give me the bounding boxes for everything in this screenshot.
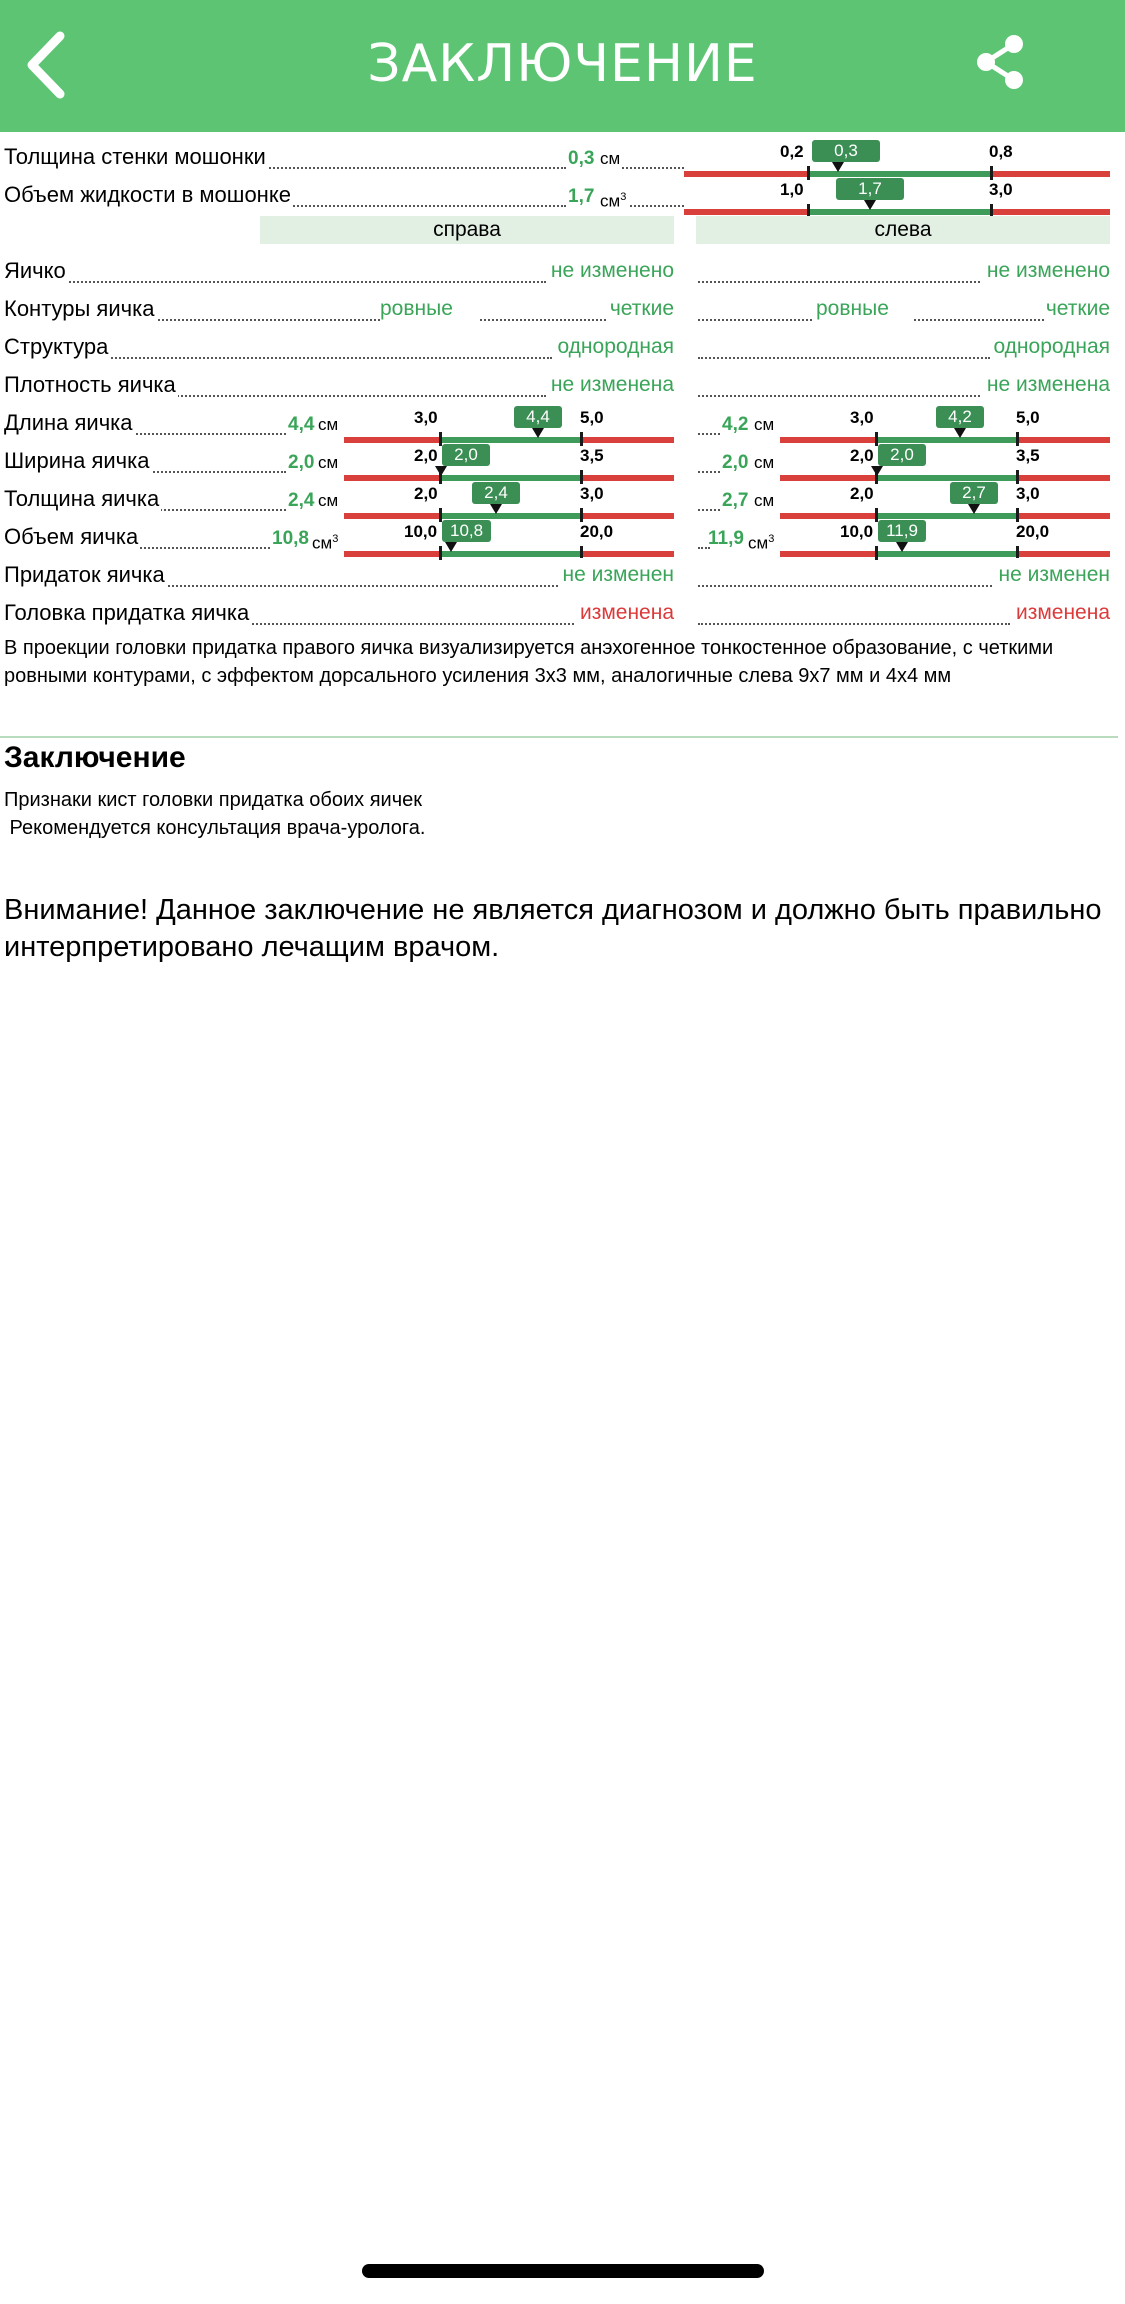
value-density-left: не изменена	[987, 368, 1110, 402]
conclusion-line-2: Рекомендуется консультация врача-уролога.	[4, 817, 426, 839]
label-density: Плотность яичка	[4, 368, 178, 402]
value-testis-left: не изменено	[987, 254, 1110, 288]
row-density	[0, 368, 1125, 406]
scale-min: 10,0	[404, 522, 438, 541]
scale-pointer	[490, 504, 502, 514]
conclusion-title: Заключение	[4, 741, 186, 774]
value-width-right: 2,0	[288, 452, 315, 473]
row-length	[0, 406, 1125, 444]
unit-length-left: см	[754, 415, 775, 434]
scale-fluid-volume	[684, 178, 1110, 216]
label-wall-thickness: Толщина стенки мошонки	[4, 140, 268, 174]
scale-thickness-right	[344, 482, 674, 520]
value-density-right: не изменена	[551, 368, 674, 402]
scale-min: 2,0	[850, 484, 874, 503]
scale-marker-badge: 4,4	[514, 406, 562, 428]
unit-length-right: см	[318, 415, 339, 434]
value-width-left: 2,0	[722, 452, 749, 473]
value-volume-left: 11,9	[708, 528, 744, 549]
warning-text: Внимание! Данное заключение не является диагнозом и должно быть правильно интерпретировано лечащим врачом.	[4, 894, 1102, 963]
value-contours-right-a: ровные	[380, 292, 453, 326]
label-length: Длина яичка	[4, 406, 135, 440]
home-indicator[interactable]	[362, 2264, 764, 2278]
row-contours	[0, 292, 1125, 330]
value-structure-left: однородная	[993, 330, 1110, 364]
scale-max: 3,5	[580, 446, 604, 465]
value-epididymis-head-right: изменена	[580, 596, 674, 630]
label-structure: Структура	[4, 330, 110, 364]
label-fluid-volume: Объем жидкости в мошонке	[4, 178, 293, 212]
scale-volume-left	[780, 520, 1110, 558]
value-epididymis-head-left: изменена	[1016, 596, 1110, 630]
label-width: Ширина яичка	[4, 444, 151, 478]
value-volume-right: 10,8	[272, 528, 309, 549]
unit-width-right: см	[318, 453, 339, 472]
scale-max: 5,0	[1016, 408, 1040, 427]
scale-pointer	[532, 428, 544, 438]
scale-length-left	[780, 406, 1110, 444]
description-text: В проекции головки придатка правого яичка визуализируется анэхогенное тонкостенное образование, с четкими ровными контурами, с эффектом дорсального усиления 3х3 мм, аналогичные слева 9х7 мм и 4х4 мм	[4, 637, 1054, 687]
scale-max: 20,0	[1016, 522, 1050, 541]
value-length-right: 4,4	[288, 414, 315, 435]
label-contours: Контуры яичка	[4, 292, 156, 326]
scale-pointer	[435, 466, 447, 476]
label-epididymis: Придаток яичка	[4, 558, 167, 592]
scale-volume-right	[344, 520, 674, 558]
conclusion-line-1: Признаки кист головки придатка обоих яичек	[4, 789, 423, 811]
row-epididymis	[0, 558, 1125, 596]
scale-min: 10,0	[840, 522, 874, 541]
row-testis	[0, 254, 1125, 292]
scale-marker-badge: 0,3	[812, 140, 880, 162]
value-thickness-left: 2,7	[722, 490, 749, 511]
scale-min: 2,0	[414, 446, 438, 465]
value-wall-thickness: 0,3	[568, 148, 595, 169]
scale-wall-thickness	[684, 140, 1110, 178]
scale-min: 0,2	[780, 142, 804, 161]
scale-max: 5,0	[580, 408, 604, 427]
page-title: ЗАКЛЮЧЕНИЕ	[367, 34, 758, 94]
value-structure-right: однородная	[557, 330, 674, 364]
column-header-left: слева	[696, 216, 1110, 244]
scale-pointer	[968, 504, 980, 514]
scale-width-left	[780, 444, 1110, 482]
scale-marker-badge: 4,2	[936, 406, 984, 428]
value-epididymis-right: не изменен	[563, 558, 674, 592]
value-epididymis-left: не изменен	[999, 558, 1110, 592]
scale-marker-badge: 11,9	[878, 520, 926, 542]
value-contours-right-b: четкие	[610, 292, 674, 326]
scale-max: 3,0	[580, 484, 604, 503]
unit-fluid-volume: $см^3$	[600, 191, 627, 211]
scale-min: 3,0	[850, 408, 874, 427]
value-testis-right: не изменено	[551, 254, 674, 288]
scale-width-right	[344, 444, 674, 482]
row-wall-thickness	[0, 140, 1125, 178]
scale-pointer	[871, 466, 883, 476]
scale-marker-badge: 10,8	[442, 520, 491, 542]
label-testis: Яичко	[4, 254, 68, 288]
scale-length-right	[344, 406, 674, 444]
scale-marker-badge: 2,0	[442, 444, 490, 466]
value-contours-left-b: четкие	[1046, 292, 1110, 326]
row-thickness	[0, 482, 1125, 520]
label-epididymis-head: Головка придатка яичка	[4, 596, 251, 630]
unit-wall-thickness: см	[600, 149, 621, 168]
unit-thickness-left: см	[754, 491, 775, 510]
unit-volume-right: $см^3$	[312, 533, 339, 553]
scale-max: 3,0	[1016, 484, 1040, 503]
value-thickness-right: 2,4	[288, 490, 315, 511]
scale-pointer	[864, 200, 876, 210]
scale-thickness-left	[780, 482, 1110, 520]
value-fluid-volume: 1,7	[568, 186, 595, 207]
scale-pointer	[832, 162, 844, 172]
scale-pointer	[896, 542, 908, 552]
scale-marker-badge: 1,7	[836, 178, 904, 200]
row-volume	[0, 520, 1125, 558]
scale-marker-badge: 2,7	[950, 482, 998, 504]
column-header-right: справа	[260, 216, 674, 244]
value-contours-left-a: ровные	[816, 292, 889, 326]
row-epididymis-head	[0, 596, 1125, 634]
app-header	[0, 0, 1125, 132]
scale-max: 3,0	[989, 180, 1013, 199]
scale-max: 20,0	[580, 522, 614, 541]
share-icon[interactable]	[972, 32, 1028, 92]
scale-min: 2,0	[850, 446, 874, 465]
scale-max: 3,5	[1016, 446, 1040, 465]
scale-max: 0,8	[989, 142, 1013, 161]
scale-min: 3,0	[414, 408, 438, 427]
unit-thickness-right: см	[318, 491, 339, 510]
unit-volume-left: $см^3$	[748, 533, 775, 553]
scale-min: 1,0	[780, 180, 804, 199]
scale-pointer	[445, 542, 457, 552]
row-structure	[0, 330, 1125, 368]
label-volume: Объем яичка	[4, 520, 140, 554]
conclusion-text	[4, 786, 425, 842]
scale-min: 2,0	[414, 484, 438, 503]
label-thickness: Толщина яичка	[4, 482, 161, 516]
row-fluid-volume	[0, 178, 1125, 216]
row-width	[0, 444, 1125, 482]
scale-marker-badge: 2,4	[472, 482, 520, 504]
scale-marker-badge: 2,0	[878, 444, 926, 466]
value-length-left: 4,2	[722, 414, 749, 435]
scale-pointer	[954, 428, 966, 438]
unit-width-left: см	[754, 453, 775, 472]
